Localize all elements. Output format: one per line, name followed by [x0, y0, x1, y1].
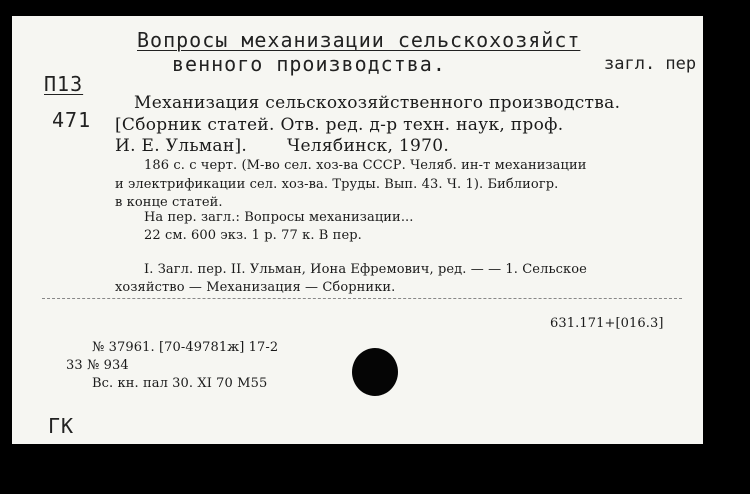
tracing-line1: I. Загл. пер. II. Ульман, Иона Ефремович, ред. — — 1. Сельское: [144, 262, 587, 277]
entry-title-line1: Механизация сельскохозяйственного производства.: [134, 93, 621, 113]
punch-hole: [352, 348, 398, 396]
physical-description: 22 см. 600 экз. 1 р. 77 к. В пер.: [144, 228, 362, 243]
catalog-card: [12, 16, 703, 444]
registration-line3: Вс. кн. пал 30. XI 70 М55: [92, 376, 268, 391]
entry-title-line3: И. Е. Ульман].: [115, 136, 248, 156]
handwritten-title-line1: Вопросы механизации сельскохозяйст: [137, 28, 581, 52]
registration-line2: 33 № 934: [66, 358, 129, 373]
tracing-line2: хозяйство — Механизация — Сборники.: [115, 280, 396, 295]
description-line1: 186 с. с черт. (М-во сел. хоз-ва СССР. Челяб. ин-т механизации: [144, 158, 587, 173]
entry-title-line2: [Сборник статей. Отв. ред. д-р техн. наук, проф.: [115, 115, 564, 135]
handwritten-title-line2: венного производства.: [172, 52, 446, 76]
call-number-top: П13: [44, 72, 84, 96]
registration-line1: № 37961. [70-49781ж] 17-2: [92, 340, 279, 355]
bottom-mark: ГК: [48, 414, 75, 438]
call-number-bottom: 471: [52, 108, 92, 132]
classification-index: 631.171+[016.3]: [550, 316, 664, 331]
description-line2: и электрификации сел. хоз-ва. Труды. Вып. 43. Ч. 1). Библиогр.: [115, 177, 559, 192]
note-line: На пер. загл.: Вопросы механизации...: [144, 210, 414, 225]
divider-rule: [42, 298, 682, 299]
entry-place-year: Челябинск, 1970.: [287, 136, 450, 156]
handwritten-tag: загл. пер: [604, 54, 697, 74]
description-line3: в конце статей.: [115, 195, 223, 210]
